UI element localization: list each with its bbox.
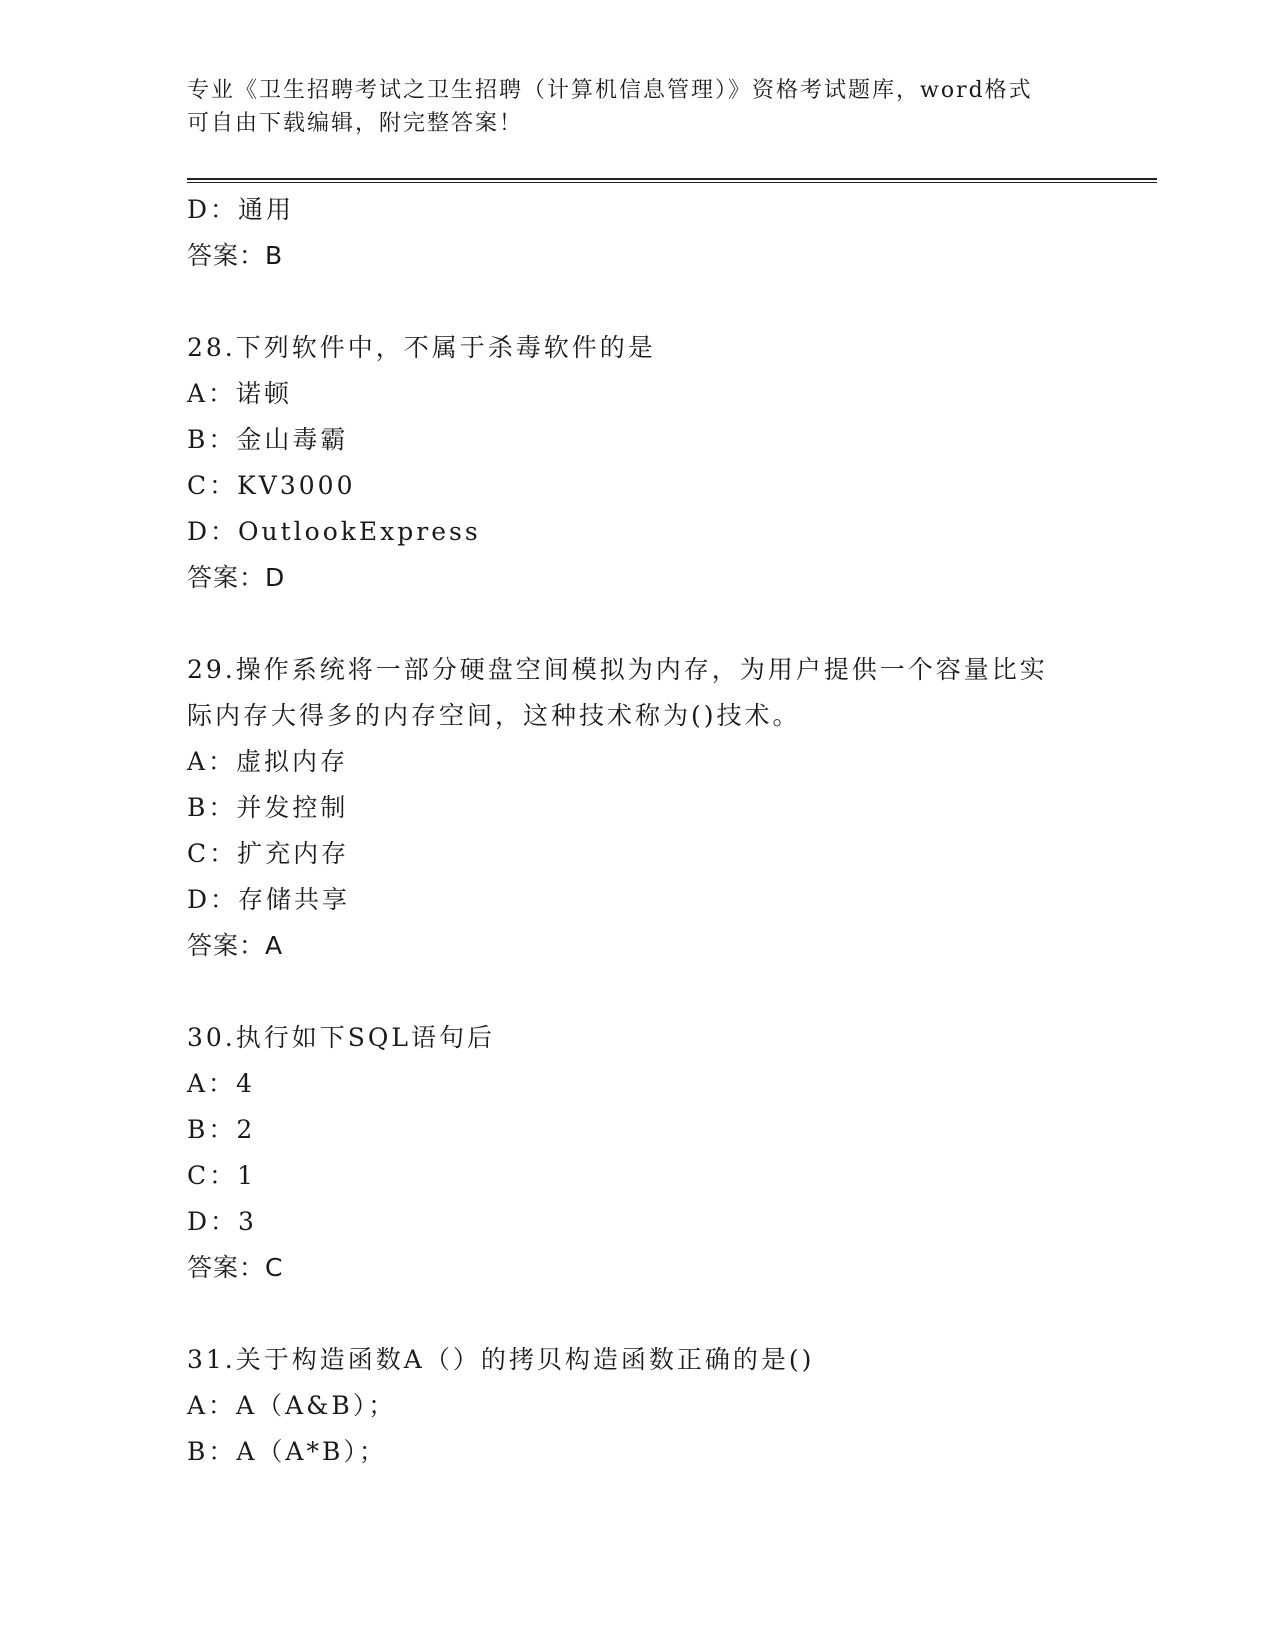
option-b: B：并发控制 — [187, 793, 349, 822]
option-b: B：2 — [187, 1115, 256, 1144]
option-b: B：金山毒霸 — [187, 425, 349, 454]
prev-option-d: D：通用 — [187, 195, 295, 224]
option-c: C：KV3000 — [187, 471, 356, 500]
answer: 答案：C — [187, 1253, 284, 1282]
question-stem: 28.下列软件中，不属于杀毒软件的是 — [187, 333, 656, 362]
question-31 — [187, 1337, 1147, 1475]
header-rule-thick — [187, 178, 1157, 180]
question-list — [187, 187, 1147, 1475]
option-a: A：4 — [187, 1069, 255, 1098]
header-line-1: 专业《卫生招聘考试之卫生招聘（计算机信息管理）》资格考试题库，word格式 — [187, 78, 1033, 103]
answer: 答案：D — [187, 563, 286, 592]
question-28 — [187, 325, 1147, 601]
question-stem: 30.执行如下SQL语句后 — [187, 1023, 495, 1052]
document-header — [187, 74, 1087, 140]
question-29 — [187, 647, 1147, 969]
question-stem: 29.操作系统将一部分硬盘空间模拟为内存，为用户提供一个容量比实 — [187, 655, 1048, 684]
option-d: D：存储共享 — [187, 885, 351, 914]
question-stem-cont: 际内存大得多的内存空间，这种技术称为()技术。 — [187, 701, 801, 730]
option-b: B：A（A*B）； — [187, 1437, 387, 1466]
question-30 — [187, 1015, 1147, 1291]
answer: 答案：A — [187, 931, 284, 960]
header-line-2: 可自由下载编辑，附完整答案！ — [187, 111, 524, 136]
prev-answer: 答案：B — [187, 241, 284, 270]
option-d: D：3 — [187, 1207, 257, 1236]
option-a: A：虚拟内存 — [187, 747, 349, 776]
option-c: C：扩充内存 — [187, 839, 350, 868]
option-a: A：诺顿 — [187, 379, 293, 408]
option-c: C：1 — [187, 1161, 257, 1190]
option-a: A：A（A&B）； — [187, 1391, 397, 1420]
question-stem: 31.关于构造函数A（）的拷贝构造函数正确的是() — [187, 1345, 815, 1374]
header-rule-thin — [187, 182, 1157, 183]
option-d: D：OutlookExpress — [187, 517, 481, 546]
